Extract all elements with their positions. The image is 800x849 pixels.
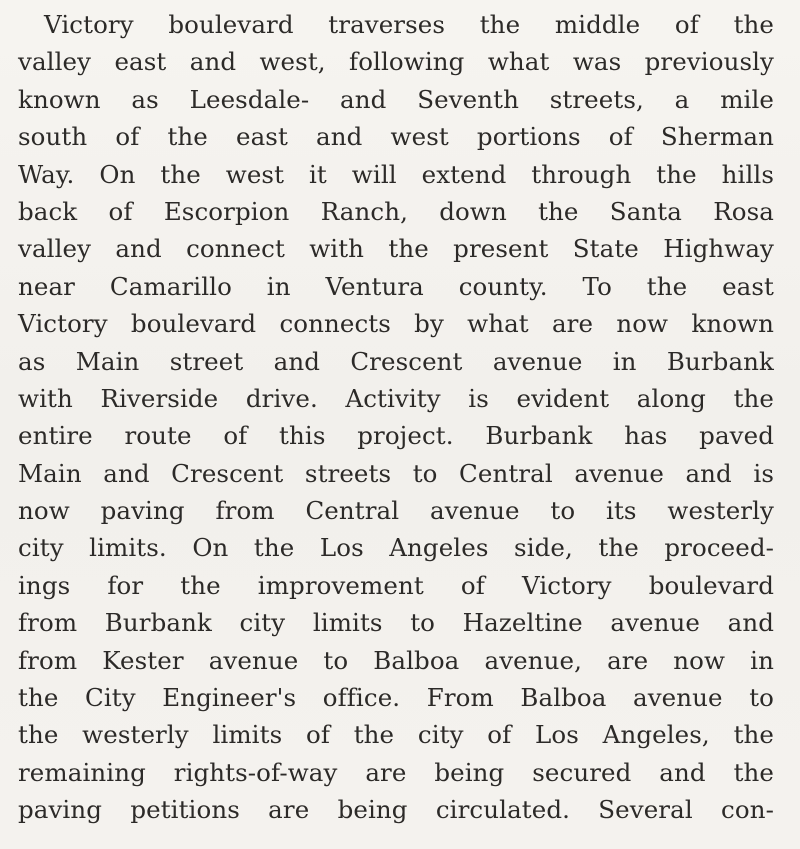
text-line-18: from Kester avenue to Balboa avenue, are now in [18,645,774,675]
text-line-17: from Burbank city limits to Hazeltine avenue and [18,608,774,638]
article-column [18,6,774,829]
text-line-10: as Main street and Crescent avenue in Burbank [18,346,774,376]
text-line-22: paving petitions are being circulated. Several con- [18,795,774,825]
text-line-1: Victory boulevard traverses the middle of the [44,10,774,39]
text-line-13: Main and Crescent streets to Central avenue and is [18,458,774,488]
text-line-12: entire route of this project. Burbank has paved [18,421,774,451]
text-line-15: city limits. On the Los Angeles side, the proceed- [18,533,774,563]
text-line-16: ings for the improvement of Victory boulevard [18,570,774,600]
text-line-19: the City Engineer's office. From Balboa avenue to [18,683,774,713]
text-line-4: south of the east and west portions of Sherman [18,122,774,152]
text-line-14: now paving from Central avenue to its westerly [18,496,774,526]
text-line-21: remaining rights-of-way are being secured and the [18,757,774,787]
text-line-5: Way. On the west it will extend through the hills [18,159,774,189]
text-line-6: back of Escorpion Ranch, down the Santa Rosa [18,196,774,226]
text-line-20: the westerly limits of the city of Los Angeles, the [18,720,774,750]
text-line-9: Victory boulevard connects by what are now known [18,309,774,339]
text-line-2: valley east and west, following what was previously [18,47,774,77]
text-line-8: near Camarillo in Ventura county. To the east [18,271,774,301]
text-line-7: valley and connect with the present State Highway [18,234,774,264]
text-line-11: with Riverside drive. Activity is evident along the [18,383,774,413]
text-line-3: known as Leesdale- and Seventh streets, a mile [18,84,774,114]
